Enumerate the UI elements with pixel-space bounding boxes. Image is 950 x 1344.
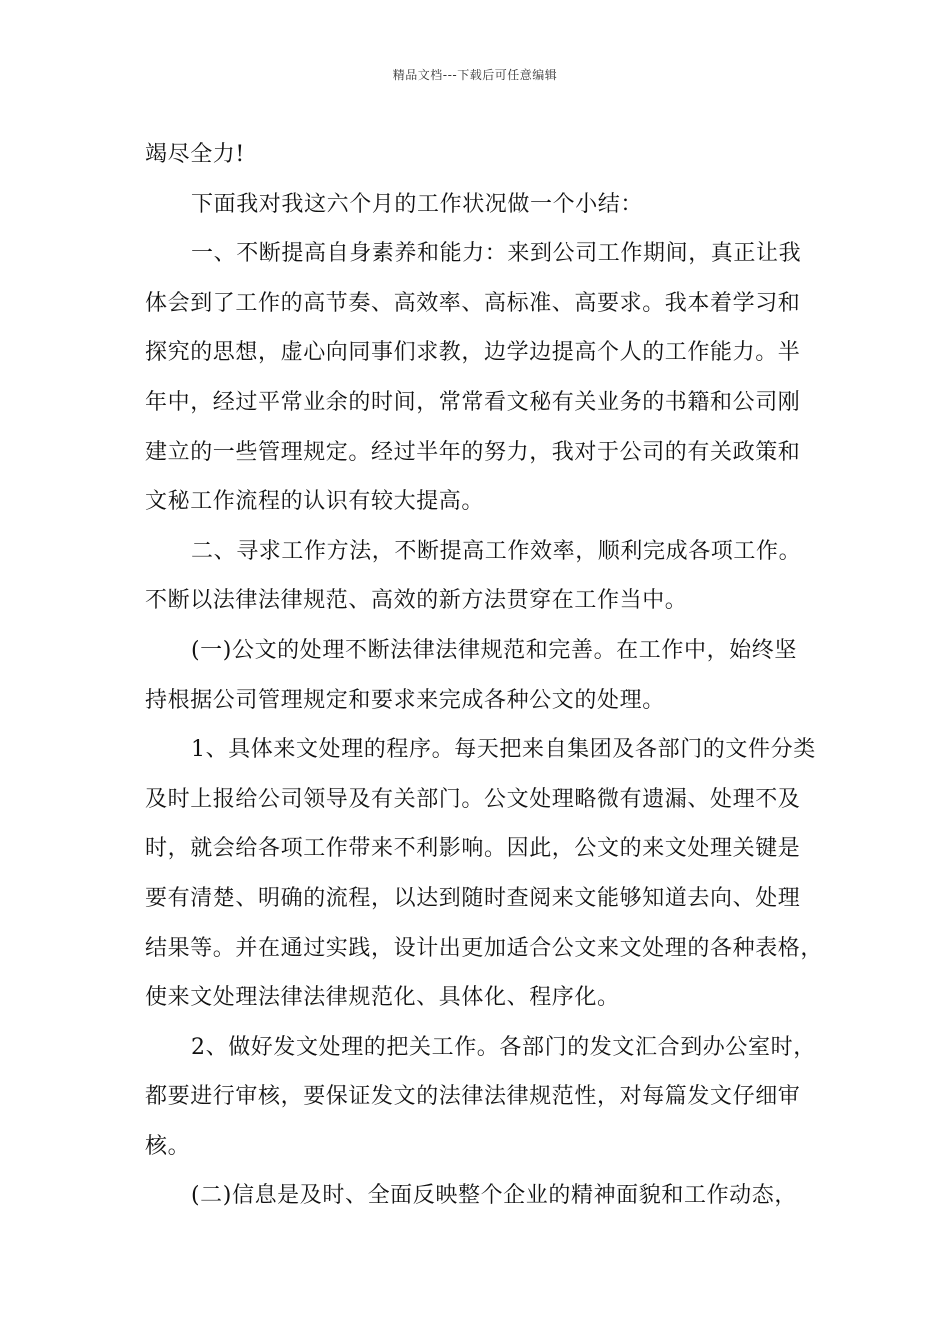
paragraph — [145, 626, 825, 725]
paragraph — [145, 527, 825, 626]
text-line: 下面我对我这六个月的工作状况做一个小结： — [191, 191, 644, 217]
text-line: 不断以法律法律规范、高效的新方法贯穿在工作当中。 — [145, 588, 688, 614]
text-line: 1、具体来文处理的程序。每天把来自集团及各部门的文件分类 — [191, 737, 816, 763]
text-line: 探究的思想，虚心向同事们求教，边学边提高个人的工作能力。半 — [145, 340, 801, 366]
text-line: 二、寻求工作方法，不断提高工作效率，顺利完成各项工作。 — [191, 538, 802, 564]
text-line: 时，就会给各项工作带来不利影响。因此，公文的来文处理关键是 — [145, 836, 801, 862]
paragraph — [145, 1023, 825, 1172]
page-header: 精品文档---下载后可任意编辑 — [392, 68, 558, 82]
text-line: 建立的一些管理规定。经过半年的努力，我对于公司的有关政策和 — [145, 439, 801, 465]
text-line: 竭尽全力! — [145, 142, 245, 167]
text-line: 都要进行审核，要保证发文的法律法律规范性，对每篇发文仔细审 — [145, 1084, 801, 1110]
text-line: 持根据公司管理规定和要求来完成各种公文的处理。 — [145, 687, 665, 713]
paragraph — [145, 180, 825, 230]
text-line: 核。 — [145, 1133, 191, 1159]
text-line: 体会到了工作的高节奏、高效率、高标准、高要求。我本着学习和 — [145, 290, 801, 316]
text-line: (一)公文的处理不断法律法律规范和完善。在工作中，始终坚 — [191, 637, 797, 663]
paragraph — [145, 1171, 825, 1221]
text-line: 使来文处理法律法律规范化、具体化、程序化。 — [145, 985, 620, 1011]
text-line: 一、不断提高自身素养和能力：来到公司工作期间，真正让我 — [191, 241, 802, 267]
text-line: 结果等。并在通过实践，设计出更加适合公文来文处理的各种表格， — [145, 935, 824, 961]
text-line: 及时上报给公司领导及有关部门。公文处理略微有遗漏、处理不及 — [145, 786, 801, 812]
text-line: 文秘工作流程的认识有较大提高。 — [145, 489, 485, 515]
paragraph — [145, 130, 825, 180]
paragraph — [145, 229, 825, 527]
document-body — [145, 130, 825, 1221]
paragraph — [145, 725, 825, 1023]
text-line: (二)信息是及时、全面反映整个企业的精神面貌和工作动态， — [191, 1183, 797, 1209]
text-line: 要有清楚、明确的流程，以达到随时查阅来文能够知道去向、处理 — [145, 885, 801, 911]
text-line: 年中，经过平常业余的时间，常常看文秘有关业务的书籍和公司刚 — [145, 389, 801, 415]
text-line: 2、做好发文处理的把关工作。各部门的发文汇合到办公室时， — [191, 1034, 816, 1060]
